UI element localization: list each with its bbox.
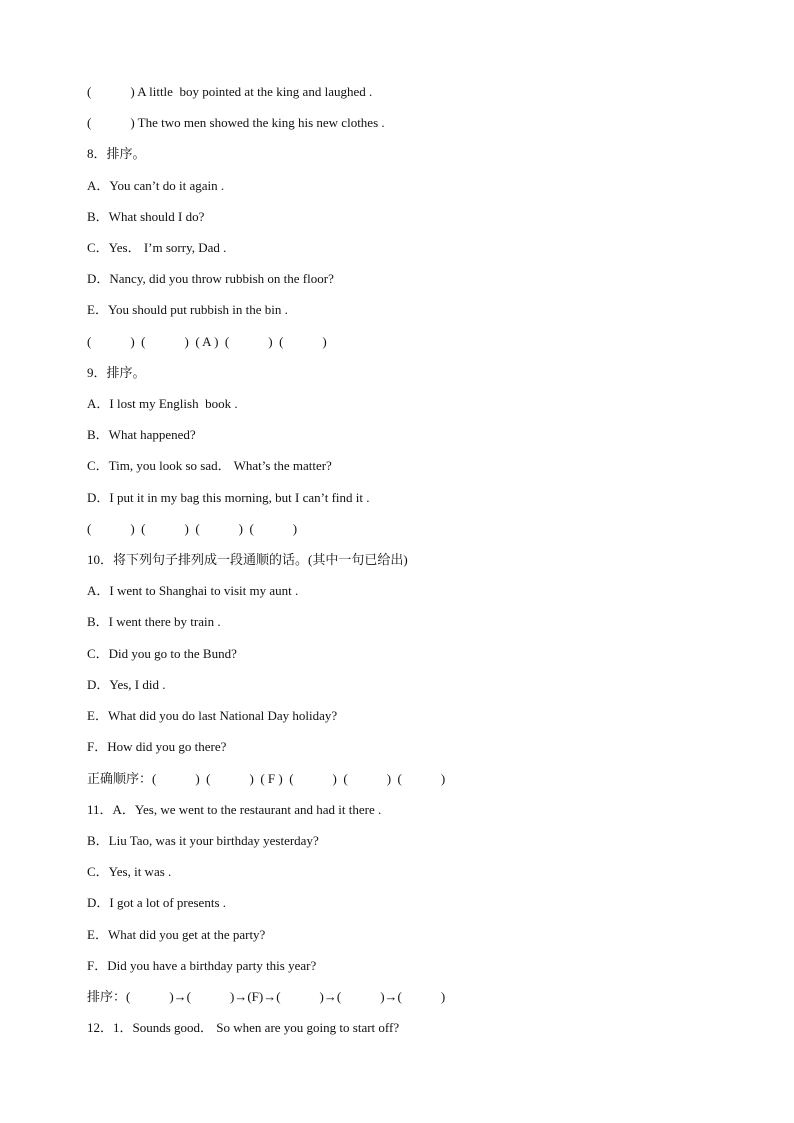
question-8-option-c: C．Yes． I’m sorry, Dad . bbox=[87, 240, 227, 255]
question-12-item-1: 12．1．Sounds good． So when are you going to start off? bbox=[87, 1020, 400, 1035]
question-10-option-a: A．I went to Shanghai to visit my aunt . bbox=[87, 583, 299, 598]
question-8-option-d: D．Nancy, did you throw rubbish on the floor? bbox=[87, 271, 334, 286]
question-11-option-a: 11．A．Yes, we went to the restaurant and had it there . bbox=[87, 802, 382, 817]
question-10-option-d: D．Yes, I did . bbox=[87, 677, 166, 692]
question-9-answer-blanks: ( ) ( ) ( ) ( ) bbox=[87, 521, 298, 536]
question-10-option-e: E．What did you do last National Day holiday? bbox=[87, 708, 338, 723]
question-10-option-c: C．Did you go to the Bund? bbox=[87, 646, 237, 661]
question-10-option-f: F．How did you go there? bbox=[87, 739, 227, 754]
question-8-option-a: A．You can’t do it again . bbox=[87, 178, 225, 193]
question-9-title: 9．排序。 bbox=[87, 365, 146, 380]
question-9-option-a: A．I lost my English book . bbox=[87, 396, 238, 411]
question-10-answer-blanks: 正确顺序：( ) ( ) ( F ) ( ) ( ) ( ) bbox=[87, 771, 446, 786]
question-8-option-e: E．You should put rubbish in the bin . bbox=[87, 302, 288, 317]
question-9-option-b: B．What happened? bbox=[87, 427, 196, 442]
question-8-option-b: B．What should I do? bbox=[87, 209, 205, 224]
question-11-option-e: E．What did you get at the party? bbox=[87, 927, 266, 942]
question-11-answer-blanks: 排序：( )→( )→(F)→( )→( )→( ) bbox=[87, 989, 446, 1004]
question-9-option-c: C．Tim, you look so sad． What’s the matter? bbox=[87, 458, 332, 473]
question-7-item-sentence-clothes: ( ) The two men showed the king his new clothes . bbox=[87, 115, 385, 130]
question-11-option-b: B．Liu Tao, was it your birthday yesterday? bbox=[87, 833, 319, 848]
question-11-option-c: C．Yes, it was . bbox=[87, 864, 172, 879]
question-11-option-d: D．I got a lot of presents . bbox=[87, 895, 227, 910]
question-10-title: 10．将下列句子排列成一段通顺的话。(其中一句已给出) bbox=[87, 552, 408, 567]
question-9-option-d: D．I put it in my bag this morning, but I can’t find it . bbox=[87, 490, 370, 505]
question-8-title: 8．排序。 bbox=[87, 146, 146, 161]
question-8-answer-blanks: ( ) ( ) ( A ) ( ) ( ) bbox=[87, 334, 327, 349]
question-11-option-f: F．Did you have a birthday party this year? bbox=[87, 958, 317, 973]
question-10-option-b: B．I went there by train . bbox=[87, 614, 221, 629]
question-7-item-sentence-laughed: ( ) A little boy pointed at the king and laughed . bbox=[87, 84, 373, 99]
